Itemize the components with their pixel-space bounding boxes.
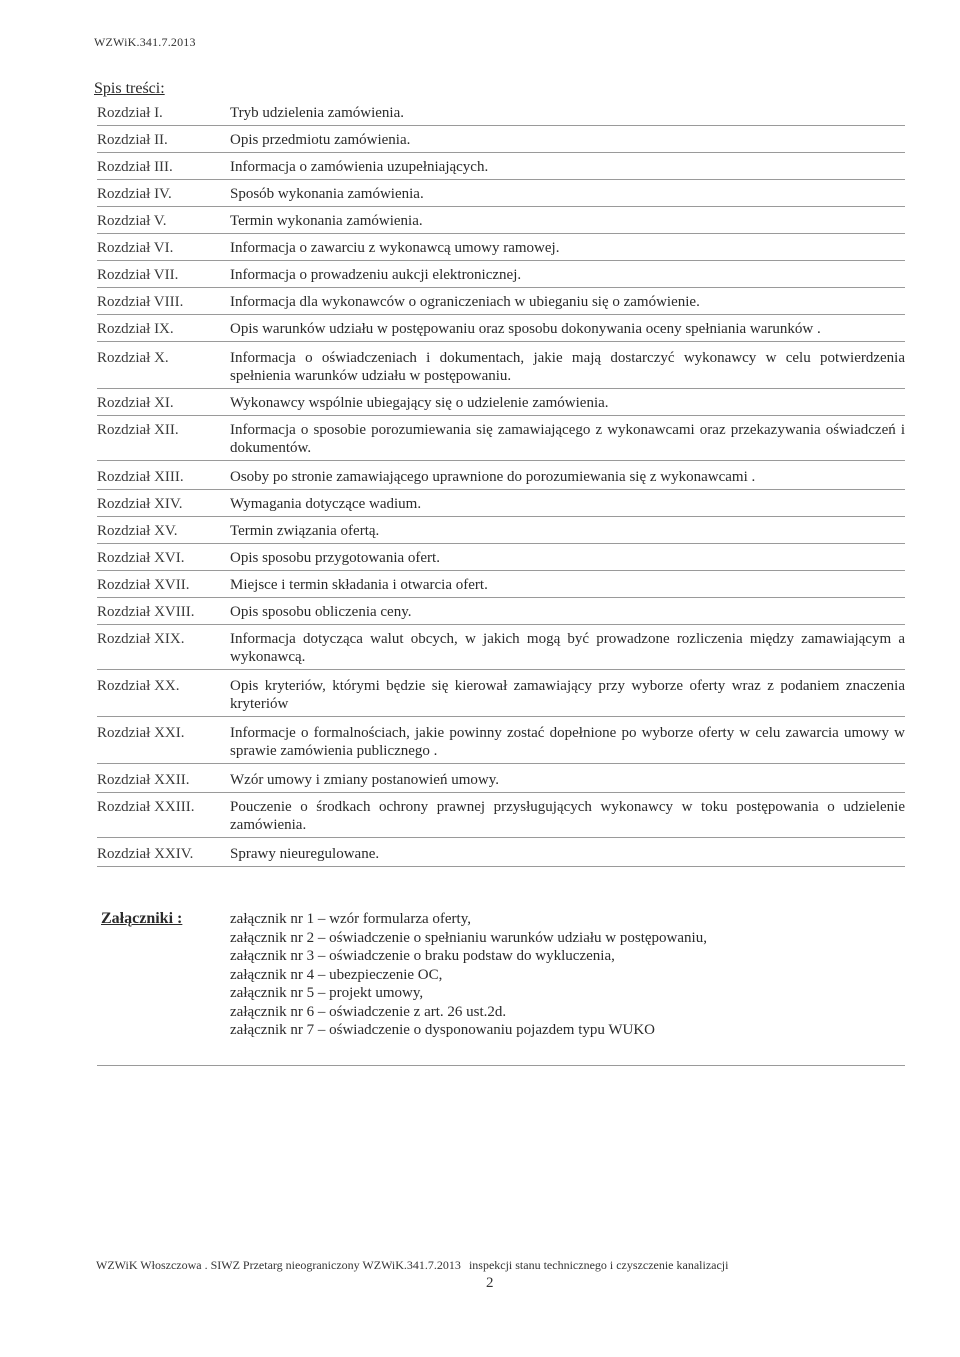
toc-row (97, 490, 905, 517)
toc-row (97, 461, 905, 490)
toc-row (97, 234, 905, 261)
chapter-label: Rozdział VI. (97, 240, 174, 256)
chapter-title: Wzór umowy i zmiany postanowień umowy. (230, 772, 499, 788)
toc-row (97, 261, 905, 288)
chapter-label: Rozdział II. (97, 132, 168, 148)
toc-row (97, 99, 905, 126)
chapter-title: Informacja o sposobie porozumiewania się zamawiającego z wykonawcami oraz przekazywania oświadczeń i dokumentów. (230, 422, 905, 456)
chapter-label: Rozdział XI. (97, 395, 174, 411)
chapter-label: Rozdział XIII. (97, 469, 184, 485)
chapter-title: Wykonawcy wspólnie ubiegający się o udzielenie zamówienia. (230, 395, 609, 411)
chapter-label: Rozdział VII. (97, 267, 179, 283)
chapter-title: Miejsce i termin składania i otwarcia ofert. (230, 577, 488, 593)
chapter-title: Opis sposobu obliczenia ceny. (230, 604, 412, 620)
chapter-label: Rozdział XXIV. (97, 846, 194, 862)
toc-row (97, 153, 905, 180)
toc-title: Spis treści: (94, 80, 165, 97)
toc-row (97, 207, 905, 234)
chapter-title: Opis przedmiotu zamówienia. (230, 132, 411, 148)
chapter-label: Rozdział X. (97, 350, 169, 366)
toc-row (97, 625, 905, 670)
chapter-title: Informacja dla wykonawców o ograniczeniach w ubieganiu się o zamówienie. (230, 294, 700, 310)
chapter-label: Rozdział XXIII. (97, 799, 195, 815)
chapter-label: Rozdział VIII. (97, 294, 184, 310)
footer-subject: inspekcji stanu technicznego i czyszczenie kanalizacji (468, 1258, 729, 1272)
chapter-title: Informacja o prowadzeniu aukcji elektronicznej. (230, 267, 522, 283)
attachment-item: załącznik nr 2 – oświadczenie o spełnianiu warunków udziału w postępowaniu, (230, 929, 707, 946)
toc-row (97, 544, 905, 571)
chapter-label: Rozdział XXI. (97, 725, 185, 741)
document-reference: WZWiK.341.7.2013 (94, 35, 196, 49)
attachment-item: załącznik nr 7 – oświadczenie o dysponowaniu pojazdem typu WUKO (230, 1022, 656, 1038)
attachment-item: załącznik nr 1 – wzór formularza oferty, (230, 911, 471, 927)
toc-row (97, 315, 905, 342)
attachments-list (230, 910, 707, 1040)
toc-row (97, 717, 905, 764)
chapter-label: Rozdział XII. (97, 422, 179, 438)
chapter-title: Opis sposobu przygotowania ofert. (230, 550, 440, 566)
toc-row (97, 764, 905, 793)
toc-row (97, 571, 905, 598)
chapter-title: Informacje o formalnościach, jakie powinny zostać dopełnione po wyborze oferty w celu zawarcia umowy w sprawie zamówienia publicznego . (230, 725, 905, 759)
chapter-title: Sposób wykonania zamówienia. (230, 186, 424, 202)
toc-row (97, 180, 905, 207)
chapter-label: Rozdział XVI. (97, 550, 185, 566)
chapter-label: Rozdział I. (97, 105, 163, 121)
chapter-label: Rozdział IV. (97, 186, 172, 202)
chapter-label: Rozdział III. (97, 159, 173, 175)
toc-row (97, 793, 905, 838)
chapter-label: Rozdział XIV. (97, 496, 183, 512)
toc-row (97, 389, 905, 416)
chapter-title: Termin związania ofertą. (230, 523, 380, 539)
attachment-item: załącznik nr 5 – projekt umowy, (230, 985, 424, 1001)
chapter-label: Rozdział XV. (97, 523, 178, 539)
toc-row (97, 517, 905, 544)
chapter-title: Informacja o oświadczeniach i dokumentach, jakie mają dostarczyć wykonawcy w celu potwierdzenia spełnienia warunków udziału w postępowaniu. (230, 350, 905, 384)
chapter-label: Rozdział V. (97, 213, 167, 229)
chapter-title: Tryb udzielenia zamówienia. (230, 105, 404, 121)
chapter-title: Opis kryteriów, którymi będzie się kierował zamawiający przy wyborze oferty wraz z podaniem znaczenia kryteriów (230, 678, 905, 712)
chapter-title: Sprawy nieuregulowane. (230, 846, 380, 862)
chapter-title: Osoby po stronie zamawiającego uprawnione do porozumiewania się z wykonawcami . (230, 469, 756, 485)
chapter-label: Rozdział XXII. (97, 772, 190, 788)
chapter-title: Wymagania dotyczące wadium. (230, 496, 422, 512)
toc-row (97, 342, 905, 389)
chapter-title: Termin wykonania zamówienia. (230, 213, 423, 229)
chapter-label: Rozdział IX. (97, 321, 174, 337)
chapter-label: Rozdział XX. (97, 678, 180, 694)
table-of-contents (97, 99, 905, 867)
toc-row (97, 598, 905, 625)
divider (97, 1065, 905, 1066)
chapter-label: Rozdział XVIII. (97, 604, 195, 620)
page-footer (96, 1258, 728, 1273)
toc-row (97, 670, 905, 717)
chapter-label: Rozdział XIX. (97, 631, 185, 647)
chapter-label: Rozdział XVII. (97, 577, 190, 593)
chapter-title: Informacja o zamówienia uzupełniających. (230, 159, 489, 175)
chapter-title: Informacja dotycząca walut obcych, w jakich mogą być prowadzone rozliczenia między zamawiającym a wykonawcą. (230, 631, 905, 665)
attachment-item: załącznik nr 6 – oświadczenie z art. 26 ust.2d. (230, 1003, 507, 1020)
attachments-heading: Załączniki : (101, 910, 183, 927)
chapter-title: Pouczenie o środkach ochrony prawnej przysługujących wykonawcy w toku postępowania o udzielenie zamówienia. (230, 799, 905, 833)
page-number: 2 (486, 1275, 494, 1291)
footer-text: WZWiK Włoszczowa . SIWZ Przetarg nieograniczony WZWiK.341.7.2013 (96, 1258, 461, 1272)
chapter-title: Opis warunków udziału w postępowaniu oraz sposobu dokonywania oceny spełniania warunków . (230, 321, 821, 337)
toc-row (97, 126, 905, 153)
attachment-item: załącznik nr 3 – oświadczenie o braku podstaw do wykluczenia, (230, 948, 615, 964)
toc-row (97, 416, 905, 461)
attachment-item: załącznik nr 4 – ubezpieczenie OC, (230, 966, 443, 983)
toc-row (97, 288, 905, 315)
toc-row (97, 838, 905, 867)
chapter-title: Informacja o zawarciu z wykonawcą umowy ramowej. (230, 240, 560, 256)
